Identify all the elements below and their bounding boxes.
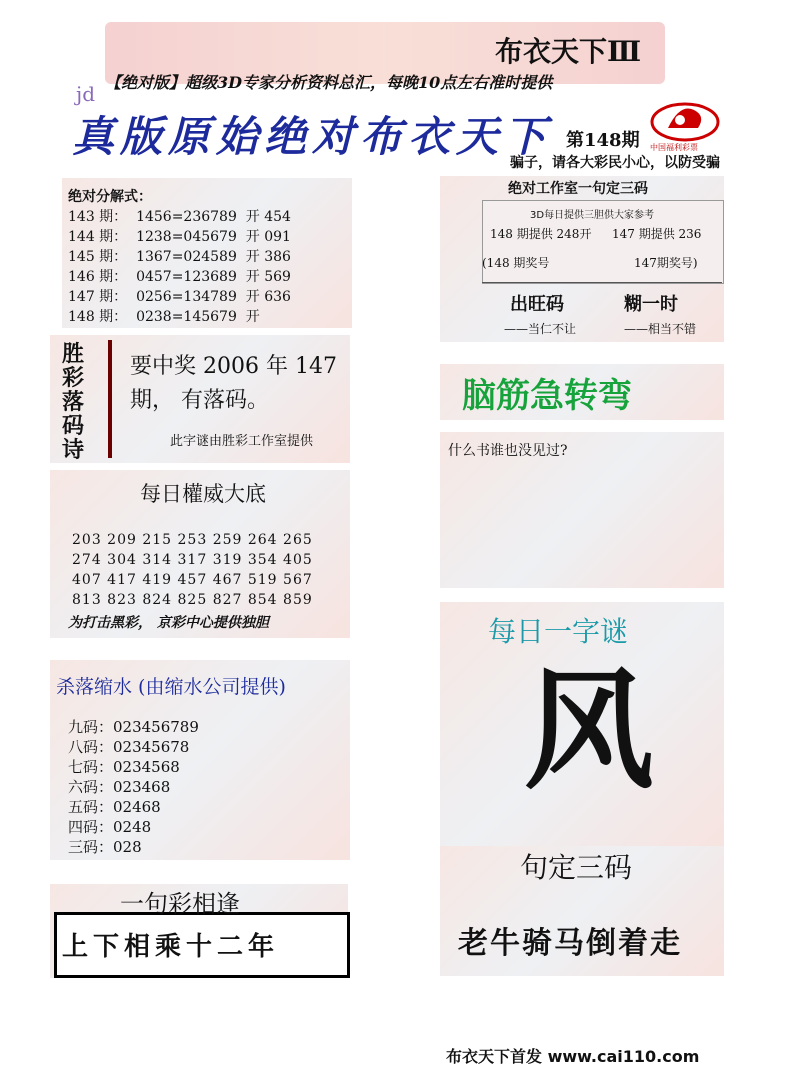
subtitle-tag: 【绝对版】	[105, 73, 186, 92]
number-row: 407 417 419 457 467 519 567	[72, 572, 313, 588]
number-row: 274 304 314 317 319 354 405	[72, 552, 313, 568]
code-row: 三码：028	[68, 838, 142, 856]
issue-number: 第148期	[566, 130, 640, 151]
poem-vertical-char: 诗	[62, 437, 85, 463]
code-row: 九码：023456789	[68, 718, 199, 736]
history-row: 143 期： 1456=236789 开 454	[68, 209, 291, 225]
studio-key: 出旺码	[510, 294, 564, 315]
code-row: 五码：02468	[68, 798, 161, 816]
logo-text: 中国福利彩票	[650, 143, 698, 152]
poem-text: 要中奖 2006 年 147 期， 有落码。	[130, 354, 337, 413]
riddle-title: 每日一字谜	[488, 615, 629, 648]
daily-base-title: 每日權威大底	[140, 482, 266, 506]
main-title: 真版原始绝对布衣天下	[72, 112, 553, 161]
riddle-character: 风	[524, 654, 655, 807]
history-row: 148 期： 0238=145679 开	[68, 309, 260, 325]
studio-title: 绝对工作室一句定三码	[508, 181, 648, 197]
code-row: 八码：02345678	[68, 738, 190, 756]
number-row: 203 209 215 253 259 264 265	[72, 532, 313, 548]
studio-divider	[482, 282, 722, 283]
subtitle	[105, 70, 552, 93]
studio-cell: 148 期提供 248开	[490, 227, 592, 241]
studio-sub: ——相当不错	[624, 322, 697, 336]
brain-question: 什么书谁也没见过?	[448, 443, 568, 459]
number-row: 813 823 824 825 827 854 859	[72, 592, 313, 608]
lottery-logo-icon	[650, 98, 720, 143]
daily-base-footer: 为打击黑彩， 京彩中心提供独胆	[68, 615, 269, 631]
shrink-title: 杀落缩水 (由缩水公司提供)	[56, 676, 286, 698]
jd-mark: jd	[76, 82, 96, 106]
footer-text: 布衣天下首发 www.cai110.com	[446, 1047, 700, 1066]
poem-vertical-char: 落	[62, 389, 85, 415]
history-row: 144 期： 1238=045679 开 091	[68, 229, 291, 245]
studio-cell: 147期奖号)	[634, 256, 698, 270]
studio-cell: (148 期奖号	[482, 256, 550, 270]
history-row: 146 期： 0457=123689 开 569	[68, 269, 291, 285]
studio-caption: 3D每日提供三胆供大家参考	[530, 210, 655, 221]
lucky-phrase-text: 上下相乘十二年	[62, 932, 280, 962]
code-row: 六码：023468	[68, 778, 171, 796]
poem-source: 此字谜由胜彩工作室提供	[170, 434, 314, 449]
poem-divider	[108, 340, 112, 458]
warning-text: 骗子，请各大彩民小心，以防受骗	[510, 155, 720, 171]
studio-key: 糊一时	[624, 294, 678, 315]
poem-vertical-char: 胜	[62, 341, 85, 367]
poem-vertical-char: 码	[62, 413, 85, 439]
series-title: 布衣天下Ⅲ	[495, 35, 642, 68]
history-row: 147 期： 0256=134789 开 636	[68, 289, 291, 305]
code-row: 七码：0234568	[68, 758, 180, 776]
lucky-phrase-title: 一句彩相逢	[120, 890, 240, 918]
three-codes-title: 句定三码	[520, 851, 633, 884]
code-row: 四码：0248	[68, 818, 152, 836]
three-codes-text: 老牛骑马倒着走	[458, 926, 682, 961]
history-label: 绝对分解式：	[68, 189, 152, 205]
history-row: 145 期： 1367=024589 开 386	[68, 249, 291, 265]
studio-sub: ——当仁不让	[504, 322, 577, 336]
poem-vertical-char: 彩	[62, 365, 85, 391]
brain-title: 脑筋急转弯	[462, 376, 632, 416]
subtitle-text: 超级3D专家分析资料总汇，每晚10点左右准时提供	[185, 73, 553, 92]
studio-cell: 147 期提供 236	[612, 227, 702, 241]
